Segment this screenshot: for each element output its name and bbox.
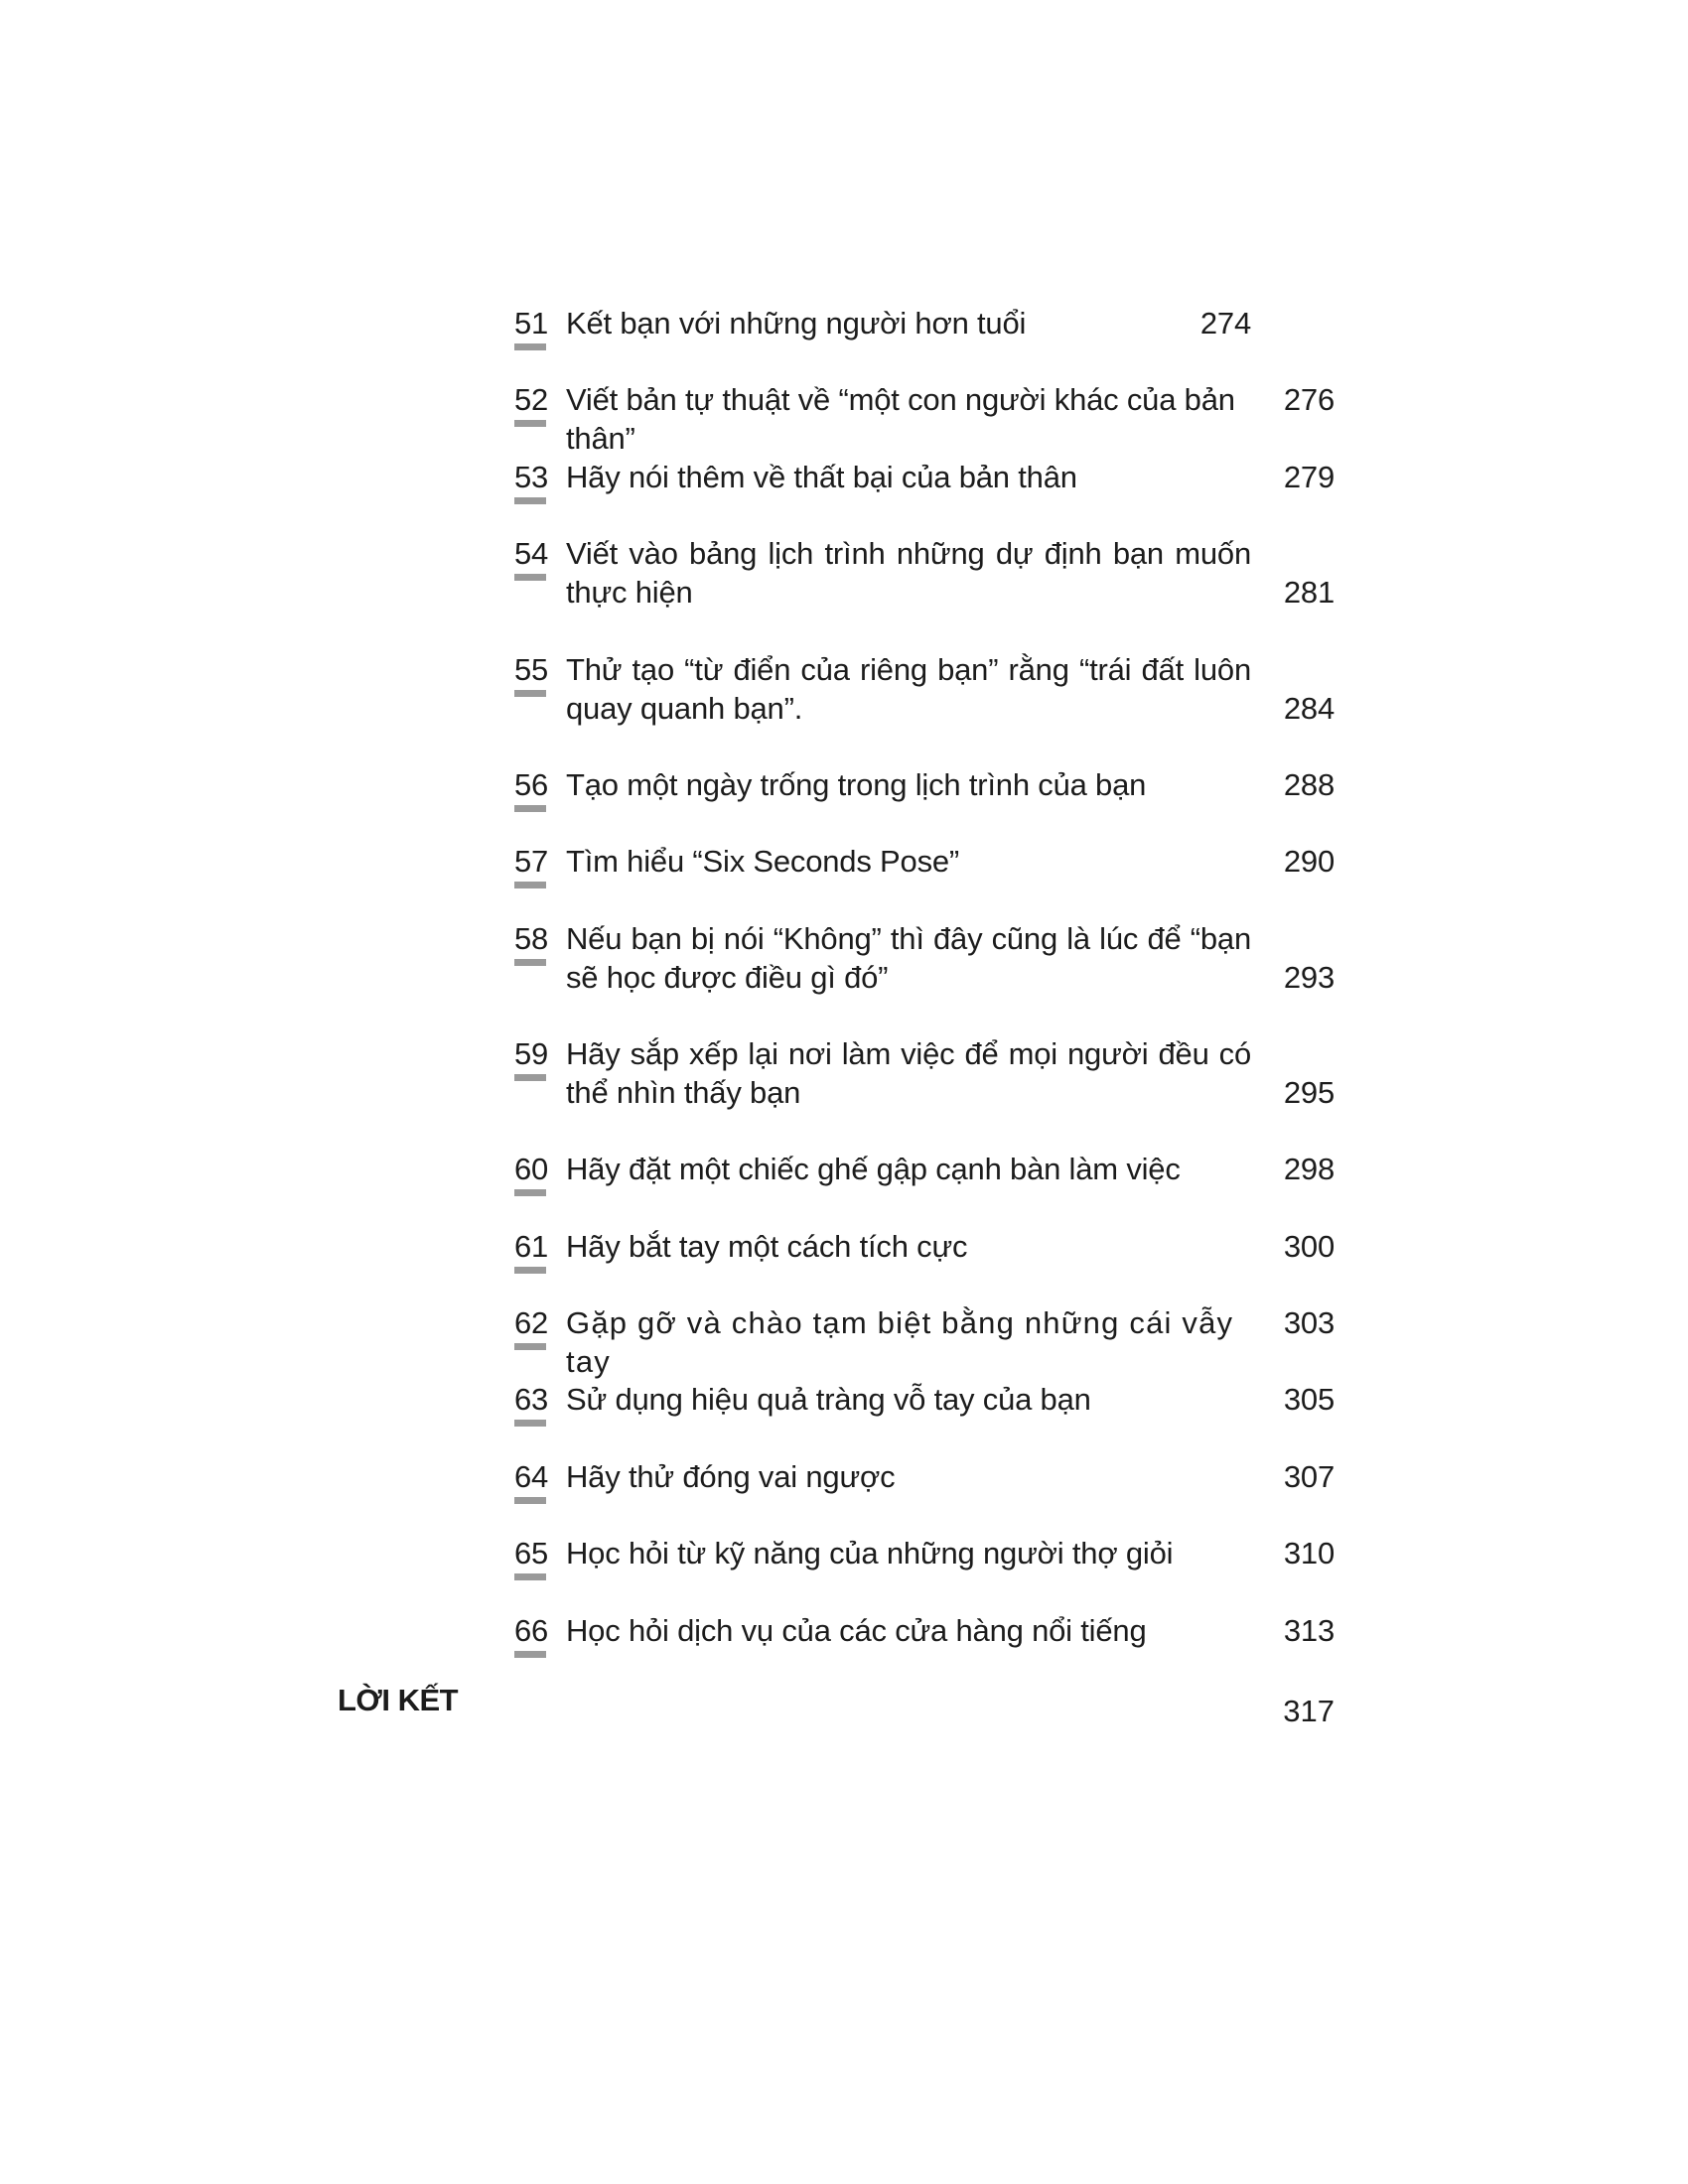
- chapter-title: Viết vào bảng lịch trình những dự định bạn muốn thực hiện: [566, 536, 1251, 610]
- chapter-number: 55: [514, 650, 548, 694]
- page-number: 284: [1283, 691, 1335, 726]
- chapter-title: Kết bạn với những người hơn tuổi: [566, 306, 1027, 341]
- chapter-title: Học hỏi từ kỹ năng của những người thợ giỏi: [566, 1536, 1174, 1570]
- chapter-number: 59: [514, 1034, 548, 1078]
- chapter-title: Viết bản tự thuật về “một con người khác của bản thân”: [566, 382, 1235, 456]
- chapter-title: Hãy thử đóng vai ngược: [566, 1459, 896, 1494]
- chapter-title: Gặp gỡ và chào tạm biệt bằng những cái vẫy tay: [566, 1305, 1234, 1379]
- ending-page-number: 317: [1283, 1694, 1335, 1728]
- chapter-title: Tìm hiểu “Six Seconds Pose”: [566, 844, 960, 879]
- page-number: 298: [1283, 1152, 1335, 1186]
- chapter-title: Sử dụng hiệu quả tràng vỗ tay của bạn: [566, 1382, 1091, 1417]
- chapter-title: Học hỏi dịch vụ của các cửa hàng nổi tiếng: [566, 1613, 1147, 1648]
- chapter-number: 53: [514, 458, 548, 501]
- chapter-number: 57: [514, 842, 548, 886]
- chapter-number: 51: [514, 304, 548, 347]
- page-number: 307: [1283, 1459, 1335, 1494]
- chapter-number: 54: [514, 534, 548, 578]
- chapter-number: 58: [514, 919, 548, 963]
- chapter-title: Tạo một ngày trống trong lịch trình của bạn: [566, 767, 1147, 802]
- page-number: 300: [1283, 1229, 1335, 1264]
- chapter-title: Nếu bạn bị nói “Không” thì đây cũng là lúc để “bạn sẽ học được điều gì đó”: [566, 921, 1251, 995]
- page-number: 281: [1283, 575, 1335, 610]
- chapter-number: 52: [514, 380, 548, 424]
- chapter-title: Thử tạo “từ điển của riêng bạn” rằng “trái đất luôn quay quanh bạn”.: [566, 652, 1251, 726]
- page-number: 293: [1283, 960, 1335, 995]
- chapter-number: 56: [514, 765, 548, 809]
- page-number: 276: [1283, 382, 1335, 417]
- page-number: 310: [1283, 1536, 1335, 1570]
- page-number: 288: [1283, 767, 1335, 802]
- page-number: 295: [1283, 1075, 1335, 1110]
- chapter-number: 60: [514, 1150, 548, 1193]
- page-number: 303: [1283, 1305, 1335, 1340]
- ending-section-title: LỜI KẾT: [338, 1683, 459, 1717]
- chapter-number: 61: [514, 1227, 548, 1271]
- chapter-number: 62: [514, 1303, 548, 1347]
- page-number: 313: [1283, 1613, 1335, 1648]
- chapter-title: Hãy nói thêm về thất bại của bản thân: [566, 460, 1077, 494]
- chapter-title: Hãy sắp xếp lại nơi làm việc để mọi người đều có thể nhìn thấy bạn: [566, 1036, 1251, 1110]
- chapter-number: 63: [514, 1380, 548, 1424]
- chapter-number: 66: [514, 1611, 548, 1655]
- page-number: 279: [1283, 460, 1335, 494]
- page-number: 274: [1199, 306, 1251, 341]
- chapter-number: 64: [514, 1457, 548, 1501]
- page-number: 290: [1283, 844, 1335, 879]
- chapter-number: 65: [514, 1534, 548, 1577]
- page-number: 305: [1283, 1382, 1335, 1417]
- chapter-title: Hãy bắt tay một cách tích cực: [566, 1229, 968, 1264]
- chapter-title: Hãy đặt một chiếc ghế gập cạnh bàn làm việc: [566, 1152, 1181, 1186]
